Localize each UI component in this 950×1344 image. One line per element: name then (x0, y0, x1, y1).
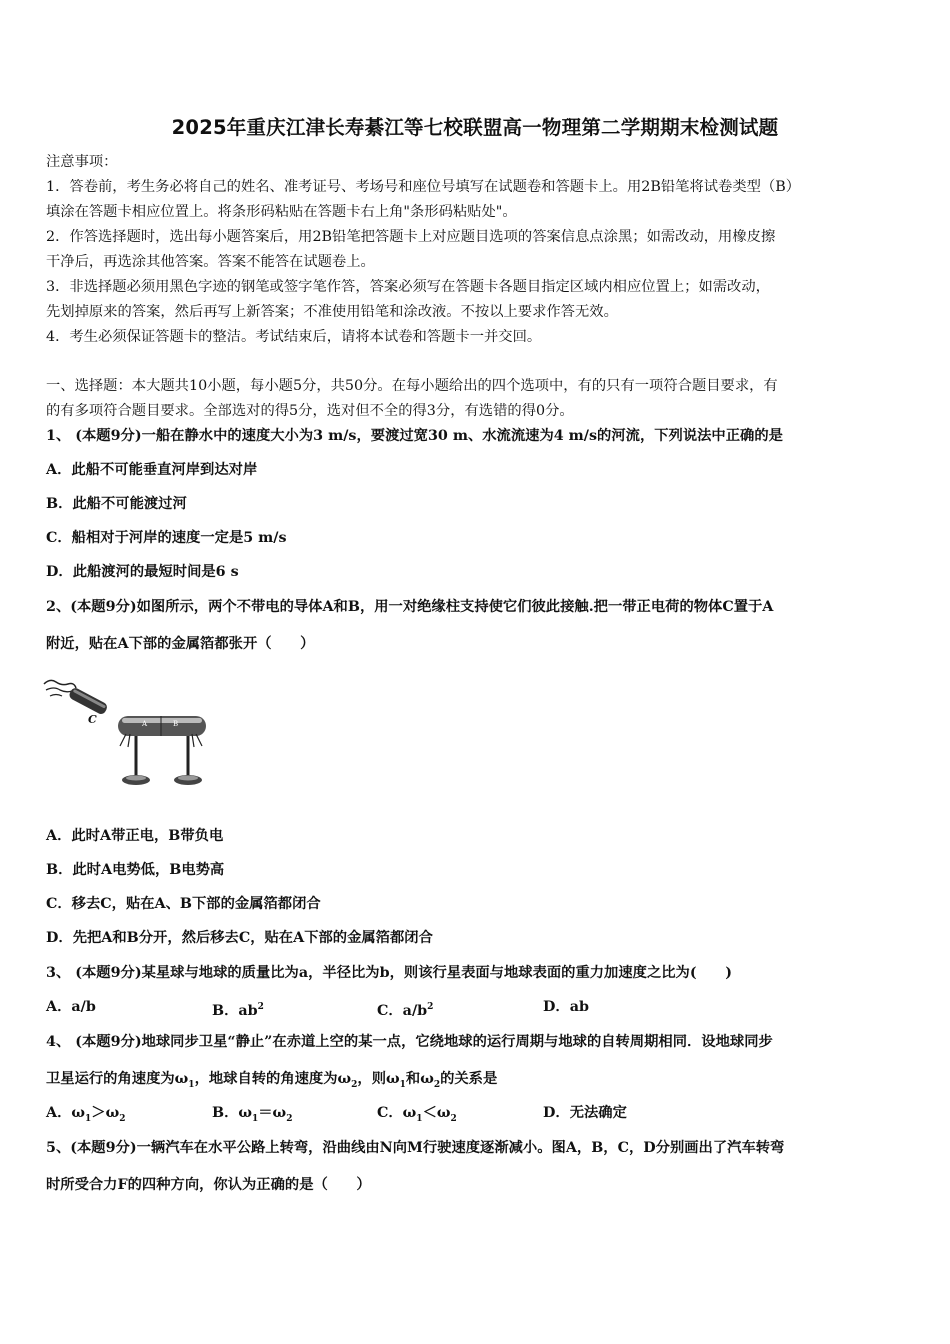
q2-option-c: C．移去C，贴在A、B下部的金属箔都闭合 (46, 896, 321, 912)
q3-option-c: C．$a/b^2$ (377, 1002, 434, 1019)
notice-line: 1．答卷前，考生务必将自己的姓名、准考证号、考场号和座位号填写在试题卷和答题卡上。用2B铅笔将试卷类型（B） (46, 179, 801, 195)
q5-stem: 5、(本题9分)一辆汽车在水平公路上转弯，沿曲线由N向M行驶速度逐渐减小。图A，B，C，D分别画出了汽车转弯 (46, 1140, 785, 1156)
q3-option-b: B．$ab^2$ (212, 1002, 264, 1019)
q1-option-a: A．此船不可能垂直河岸到达对岸 (46, 462, 258, 478)
q4-option-a: A．$\omega_1>\omega_2$ (46, 1105, 126, 1124)
label-a: A (142, 720, 148, 728)
q2-stem: 2、(本题9分)如图所示，两个不带电的导体A和B，用一对绝缘柱支持使它们彼此接触.把一带正电荷的物体C置于A (46, 599, 774, 615)
notice-line: 4．考生必须保证答题卡的整洁。考试结束后，请将本试卷和答题卡一并交回。 (46, 329, 542, 345)
q4-option-d: D．无法确定 (543, 1105, 627, 1121)
q1-option-c: C．船相对于河岸的速度一定是5 m/s (46, 530, 287, 546)
section-heading: 一、选择题：本大题共10小题，每小题5分，共50分。在每小题给出的四个选项中，有的只有一项符合题目要求，有 (46, 378, 778, 394)
q4-option-c: C．$\omega_1<\omega_2$ (377, 1105, 457, 1124)
section-heading-cont: 的有多项符合题目要求。全部选对的得5分，选对但不全的得3分，有选错的得0分。 (46, 403, 574, 419)
q3-option-d: D．ab (543, 999, 589, 1015)
q4-stem-cont: 卫星运行的角速度为$\omega_1$，地球自转的角速度为$\omega_2$，则$\omega_1$和$\omega_2$的关系是 (46, 1071, 498, 1090)
notice-line: 2．作答选择题时，选出每小题答案后，用2B铅笔把答题卡上对应题目选项的答案信息点涂黑；如需改动，用橡皮擦 (46, 229, 776, 245)
label-c: C (88, 713, 97, 726)
q3-option-a: A．a/b (46, 999, 96, 1015)
hand-icon (44, 680, 76, 688)
q1-option-b: B．此船不可能渡过河 (46, 496, 187, 512)
notice-line: 3．非选择题必须用黑色字迹的钢笔或签字笔作答，答案必须写在答题卡各题目指定区域内相应位置上；如需改动， (46, 279, 770, 295)
notice-line: 干净后，再选涂其他答案。答案不能答在试题卷上。 (46, 254, 375, 270)
notice-line: 先划掉原来的答案，然后再写上新答案；不准使用铅笔和涂改液。不按以上要求作答无效。 (46, 304, 618, 320)
q2-option-d: D．先把A和B分开，然后移去C，贴在A下部的金属箔都闭合 (46, 930, 433, 946)
conductor-figure (40, 672, 220, 792)
q4-stem: 4、 (本题9分)地球同步卫星“静止”在赤道上空的某一点，它绕地球的运行周期与地球的自转周期相同．设地球同步 (46, 1034, 773, 1050)
notice-heading: 注意事项： (46, 154, 118, 170)
q1-stem: 1、 (本题9分)一船在静水中的速度大小为3 m/s，要渡过宽30 m、水流流速为4 m/s的河流，下列说法中正确的是 (46, 428, 783, 444)
q4-option-b: B．$\omega_1=\omega_2$ (212, 1105, 293, 1124)
q2-stem-cont: 附近，贴在A下部的金属箔都张开（ ） (46, 636, 315, 652)
notice-line: 填涂在答题卡相应位置上。将条形码粘贴在答题卡右上角"条形码粘贴处"。 (46, 204, 517, 220)
q1-option-d: D．此船渡河的最短时间是6 s (46, 564, 239, 580)
q3-stem: 3、 (本题9分)某星球与地球的质量比为a，半径比为b，则该行星表面与地球表面的重力加速度之比为( ) (46, 965, 732, 981)
q2-option-b: B．此时A电势低，B电势高 (46, 862, 225, 878)
charged-rod-icon (68, 686, 109, 715)
q2-option-a: A．此时A带正电，B带负电 (46, 828, 224, 844)
label-b: B (173, 720, 179, 728)
page-title: 2025年重庆江津长寿綦江等七校联盟高一物理第二学期期末检测试题 (171, 116, 779, 139)
q5-stem-cont: 时所受合力F的四种方向，你认为正确的是（ ） (46, 1177, 371, 1193)
